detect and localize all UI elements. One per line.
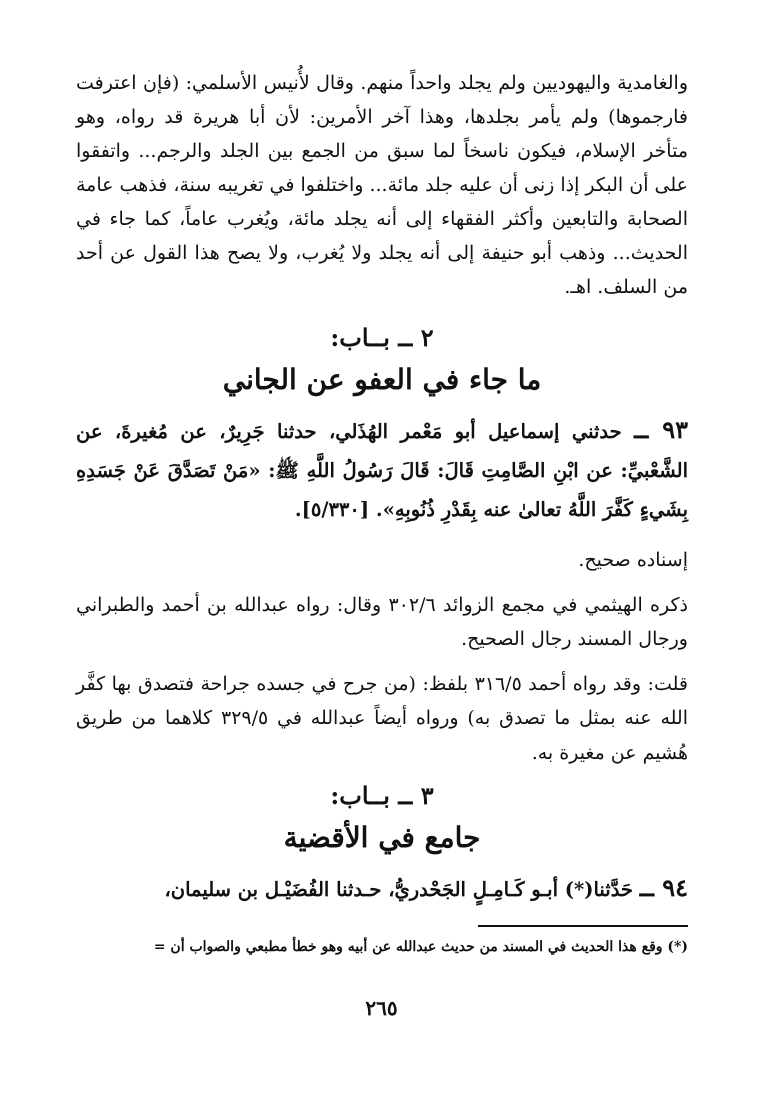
chapter-2-title: ما جاء في العفو عن الجاني <box>222 363 542 396</box>
chapter-3-number: ٣ ــ بــاب: <box>330 781 434 810</box>
hadith-93-number: ٩٣ ــ <box>634 415 689 444</box>
takhrij-note-2: قلت: وقد رواه أحمد ٣١٦/٥ بلفظ: (من جرح في جسده جراحة فتصدق بها كفَّر الله عنه بمثل ما تصدق به) ورواه أيضاً عبدالله في ٣٢٩/٥ كلاهما من طريق هُشيم عن مغيرة به. <box>76 672 688 764</box>
chapter-3-heading <box>76 776 688 860</box>
page-number: ٢٦٥ <box>365 996 398 1020</box>
footnote: (*) وقع هذا الحديث في المسند من حديث عبدالله عن أبيه وهو خطأ مطبعي والصواب أن = <box>153 939 688 955</box>
page-body <box>76 66 688 959</box>
hadith-94-number: ٩٤ ــ <box>639 873 688 902</box>
hadith-93-text: حدثني إسماعيل أبو مَعْمر الهُذَلي، حدثنا جَرِيرٌ، عن مُغيرةَ، عن الشَّعْبيِّ: عن ابْنِ الصَّامِتِ قَالَ: قَالَ رَسُولُ اللَّهِ ﷺ: «مَنْ تَصَدَّقَ عَنْ جَسَدِهِ بِشَيءٍ كَفَّرَ اللَّهُ تعالىٰ عنه بِقَدْرِ ذُنُوبِهِ». [٥/٣٣٠]. <box>76 420 688 521</box>
chapter-2-heading <box>76 318 688 402</box>
intro-paragraph: والغامدية واليهوديين ولم يجلد واحداً منهم. وقال لأُنيس الأسلمي: (فإن اعترفت فارجموها) ولم يأمر بجلدها، وهذا آخر الأمرين: لأن أبا هريرة قد رواه، وهو متأخر الإسلام، فيكون ناسخاً لما سبق من الجمع بين الجلد والرجم... واتفقوا على أن البكر إذا زنى أن عليه جلد مائة... واختلفوا في تغريبه سنة، فذهب عامة الصحابة والتابعين وأكثر الفقهاء إلى أنه يجلد مائة، ويُغرب عاماً، كما جاء في الحديث... وذهب أبو حنيفة إلى أنه يجلد ولا يُغرب، ولا يصح هذا القول عن أحد من السلف. اهـ. <box>76 72 688 298</box>
isnad-note: إسناده صحيح. <box>578 549 688 571</box>
hadith-94-text: حَدَّثنا(*) أبـو كَـامِـلٍ الجَحْدريُّ، حـدثنا الفُضَيْـل بن سليمان، <box>164 878 633 901</box>
takhrij-note-1: ذكره الهيثمي في مجمع الزوائد ٣٠٢/٦ وقال: رواه عبدالله بن أحمد والطبراني ورجال المسند رجال الصحيح. <box>76 593 688 650</box>
footnote-divider <box>478 925 688 927</box>
hadith-93 <box>76 410 688 529</box>
chapter-3-title: جامع في الأقضية <box>283 821 481 854</box>
chapter-2-number: ٢ ــ بــاب: <box>330 323 434 352</box>
hadith-94 <box>76 868 688 909</box>
